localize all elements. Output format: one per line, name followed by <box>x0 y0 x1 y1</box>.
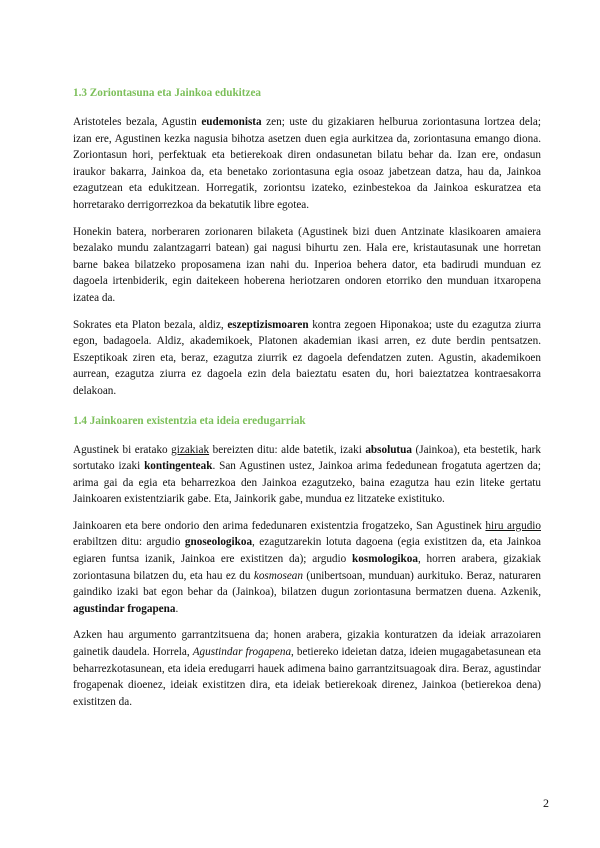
text-run: bereizten ditu: alde batetik, izaki <box>209 443 366 456</box>
text-run: , betiereko ideietan datza, ideien mugagabetasunean eta beharrezkotasunean, eta ideia eredugarri hauek adimena baino garrantzitsuagoak dira. Beraz, agustindar frogapenak dioenez, ideiak existitzen dira, eta ideiak betierekoak direnez, Jainkoa (betierekoa dena) existitzen da. <box>73 646 541 708</box>
text-run: zen; uste du gizakiaren helburua zoriontasuna lortzea dela; izan ere, Agustinen kezka nagusia bihotza asetzen duen egia aurkitzea da, zoriontasuna emango diona. Zoriontasun hori, perfektuak eta betierekoak diren ondasunetan bilatu behar da. Izan ere, ondasun iraukor bakarra, Jainkoa da, eta benetako zoriontasuna egia osoaz jabetzean datza, hau da, Jainkoa ezagutzean eta edukitzean. Horregatik, zoriontsu izateko, ezinbestekoa da Jainkoa eskuratzea eta horretarako derrigorrezkoa da bekatutik libre egotea. <box>73 116 541 211</box>
underlined-term: hiru argudio <box>485 519 541 532</box>
text-run: Agustinek bi eratako <box>73 443 172 456</box>
text-run: erabiltzen ditu: argudio <box>73 536 185 549</box>
section-heading-1-4: 1.4 Jainkoaren existentzia eta ideia eredugarriak <box>73 414 306 427</box>
italic-term: kosmosean <box>253 569 303 582</box>
text-run: . <box>175 602 179 615</box>
bold-term: gnoseologikoa <box>184 536 253 549</box>
paragraph <box>73 518 541 618</box>
section-heading-1-3: 1.3 Zoriontasuna eta Jainkoa edukitzea <box>73 87 262 99</box>
paragraph <box>73 224 541 307</box>
underlined-term: gizakiak <box>171 443 210 456</box>
bold-term: agustindar frogapena <box>73 602 176 615</box>
paragraph <box>73 317 541 400</box>
text-run: kontra zegoen Hiponakoa; uste du ezagutza ziurra egon, badagoela. Aldiz, akademikoek, Platonen akademian ikasi arren, ez dute berdin pentsatzen. Eszeptikoak ziren eta, beraz, ezagutza ziurrik ez dagoela defendatzen zuten. Agustin, akademikoen aurrean, ezagutza ziurra ez dagoela ezin dela baieztatu esaten du, hori baieztatzea kontraesakorra delakoan. <box>73 318 542 397</box>
bold-term: absolutua <box>365 443 412 456</box>
text-run: Aristoteles bezala, Agustin <box>73 116 202 128</box>
italic-term: Agustindar frogapena <box>192 646 292 659</box>
paragraph <box>73 114 541 214</box>
bold-term: kosmologikoa <box>352 553 418 566</box>
text-run: (Jainkoa), eta bestetik, hark sortutako izaki <box>73 443 541 473</box>
bold-term: eudemonista <box>201 116 262 128</box>
bold-term: eszeptizismoaren <box>227 318 309 331</box>
text-run: , ezagutzarekin lotuta dagoena (egia existitzen da, eta Jainkoa egiaren funtsa izanik, Jainkoa ere existitzen da); argudio <box>73 536 541 566</box>
paragraph <box>73 442 541 508</box>
text-run: , horren arabera, gizakiak zoriontasuna bilatzen du, eta hau ez du <box>73 553 541 582</box>
text-run: Azken hau argumento garrantzitsuena da; honen arabera, gizakia konturatzen da ideiak arrazoiaren gainetik daudela. Horrela, <box>73 629 541 659</box>
document-page <box>73 0 541 710</box>
text-run: Honekin batera, norberaren zorionaren bilaketa (Agustinek bizi duen Antzinate klasikoaren amaiera bezalako mundu zalantzagarri batean) gai nagusi bihurtu zen. Hala ere, kristautasunak une horretan barne bakea bilatzeko proposamena izan nahi du. Inperioa behera dator, eta badirudi munduan ez dagoela irtenbiderik, egin daitekeen hoberena heriotzaren ondoren etorriko den munduan itxaropena izatea da. <box>73 225 541 304</box>
paragraph <box>73 627 541 710</box>
text-run: (unibertsoan, munduan) aurkituko. Beraz, naturaren gaindiko izaki bat egon behar da (Jainkoa), bilatzen dugun zoriontasuna bermatzen duena. Azkenik, <box>73 569 541 599</box>
text-run: . San Agustinen ustez, Jainkoa arima fededunean frogatuta agertzen da; arima gai da egia eta beharrezkoa den Jainkoa ezagutzeko, baina ezagutza hau ezin liteke gertatu Jainkoaren existentziarik gabe. Eta, Jainkorik gabe, mundua ez litzateke existituko. <box>73 460 541 506</box>
text-run: Jainkoaren eta bere ondorio den arima fededunaren existentzia frogatzeko, San Agustinek <box>73 519 486 532</box>
page-number: 2 <box>543 796 549 810</box>
bold-term: kontingenteak <box>144 460 213 473</box>
text-run: Sokrates eta Platon bezala, aldiz, <box>73 318 228 331</box>
